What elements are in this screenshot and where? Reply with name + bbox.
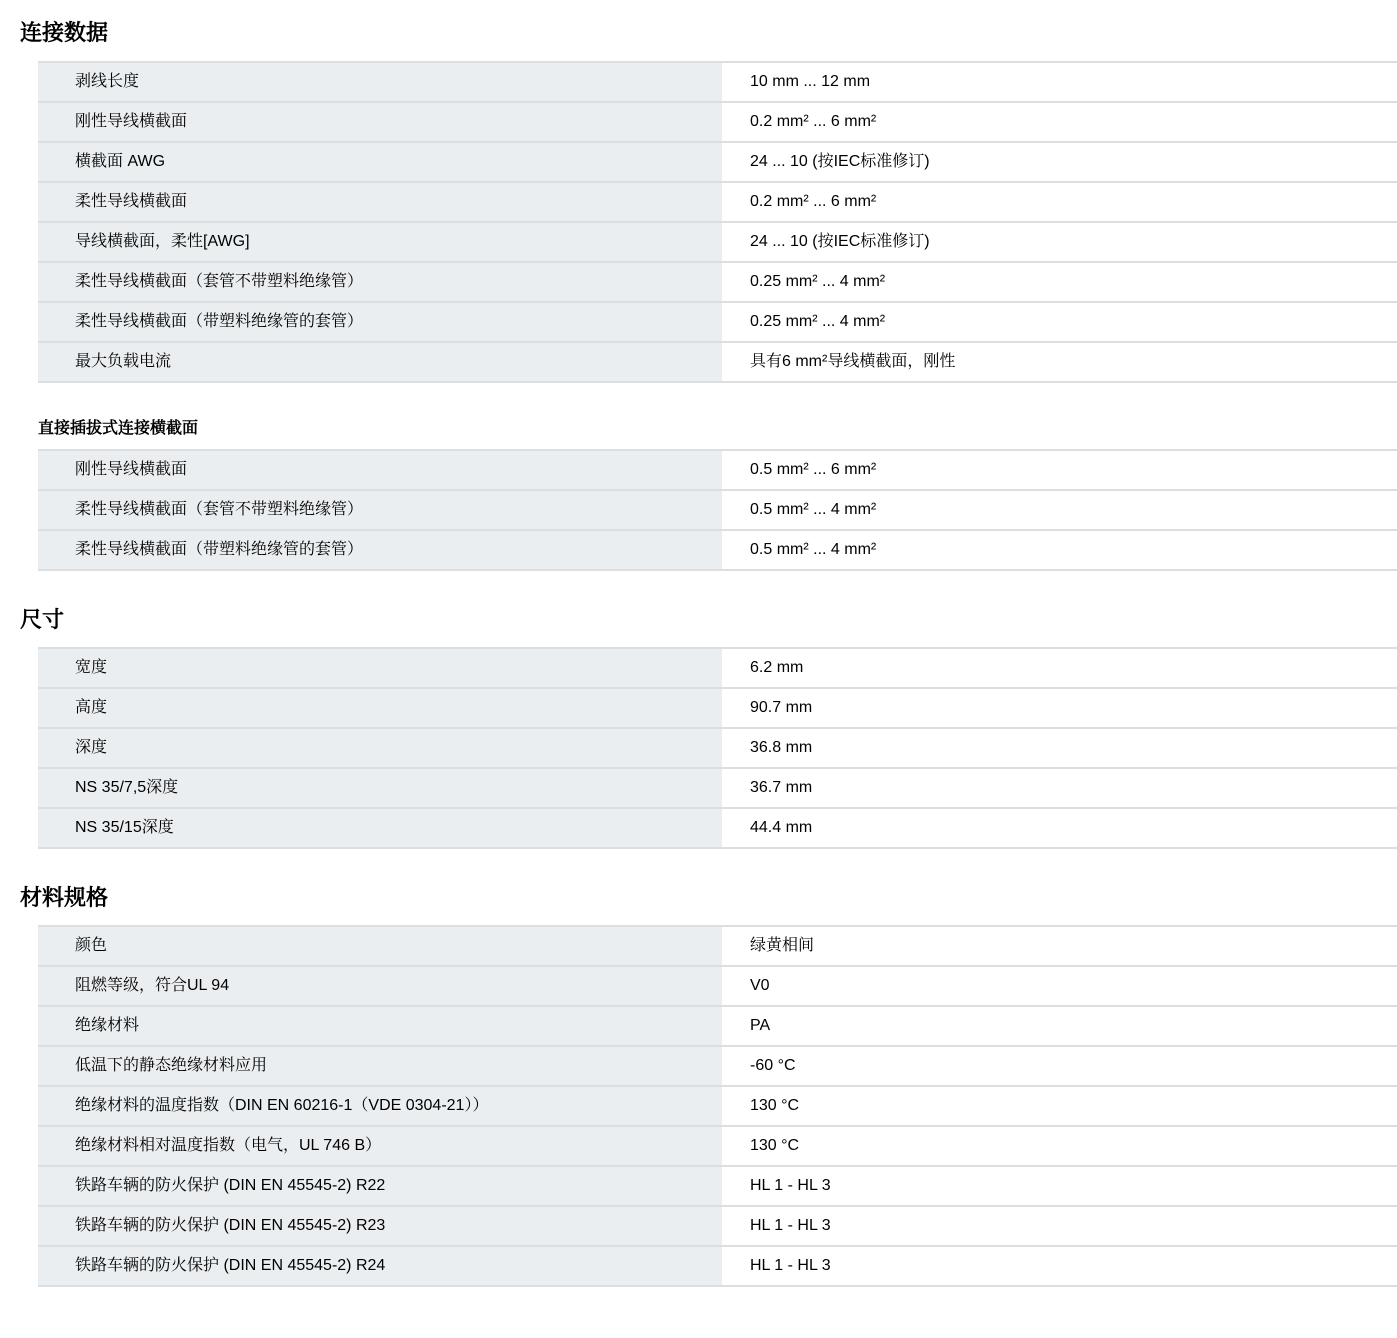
spec-label: 柔性导线横截面（套管不带塑料绝缘管） [38, 491, 722, 529]
spec-label: 横截面 AWG [38, 143, 722, 181]
table-row [38, 689, 1397, 729]
spec-value: PA [722, 1007, 1397, 1045]
spec-value: 绿黄相间 [722, 927, 1397, 965]
table-row [38, 967, 1397, 1007]
table-row [38, 143, 1397, 183]
spec-label: 柔性导线横截面 [38, 183, 722, 221]
spec-label: 宽度 [38, 649, 722, 687]
spec-label: 深度 [38, 729, 722, 767]
spec-label: 柔性导线横截面（带塑料绝缘管的套管） [38, 303, 722, 341]
table-row [38, 649, 1397, 689]
table-row [38, 531, 1397, 571]
table-row [38, 343, 1397, 383]
spec-table [38, 647, 1397, 849]
spec-value: V0 [722, 967, 1397, 1005]
spec-label: NS 35/7,5深度 [38, 769, 722, 807]
spec-value: 0.5 mm² ... 6 mm² [722, 451, 1397, 489]
spec-value: 10 mm ... 12 mm [722, 63, 1397, 101]
table-row [38, 1047, 1397, 1087]
spec-label: 导线横截面，柔性[AWG] [38, 223, 722, 261]
spec-label: 高度 [38, 689, 722, 727]
spec-label: 柔性导线横截面（套管不带塑料绝缘管） [38, 263, 722, 301]
spec-value: 0.2 mm² ... 6 mm² [722, 103, 1397, 141]
spec-value: 0.5 mm² ... 4 mm² [722, 531, 1397, 569]
section-title: 材料规格 [20, 885, 109, 910]
spec-value: 具有6 mm²导线横截面，刚性 [722, 343, 1397, 381]
spec-value: 90.7 mm [722, 689, 1397, 727]
section-title: 连接数据 [20, 20, 109, 45]
spec-value: -60 °C [722, 1047, 1397, 1085]
spec-value: 36.7 mm [722, 769, 1397, 807]
spec-value: HL 1 - HL 3 [722, 1247, 1397, 1285]
spec-value: 24 ... 10 (按IEC标准修订) [722, 223, 1397, 261]
spec-label: 铁路车辆的防火保护 (DIN EN 45545-2) R23 [38, 1207, 722, 1245]
table-row [38, 1167, 1397, 1207]
spec-value: 130 °C [722, 1127, 1397, 1165]
spec-label: 颜色 [38, 927, 722, 965]
table-row [38, 451, 1397, 491]
table-row [38, 729, 1397, 769]
spec-label: 剥线长度 [38, 63, 722, 101]
table-row [38, 1007, 1397, 1047]
table-row [38, 1207, 1397, 1247]
spec-value: HL 1 - HL 3 [722, 1207, 1397, 1245]
table-row [38, 63, 1397, 103]
section-title: 尺寸 [20, 607, 65, 632]
spec-label: 铁路车辆的防火保护 (DIN EN 45545-2) R22 [38, 1167, 722, 1205]
spec-value: 0.25 mm² ... 4 mm² [722, 303, 1397, 341]
table-row [38, 1087, 1397, 1127]
table-row [38, 183, 1397, 223]
spec-table [38, 449, 1397, 571]
spec-label: 刚性导线横截面 [38, 103, 722, 141]
table-row [38, 103, 1397, 143]
spec-value: 0.2 mm² ... 6 mm² [722, 183, 1397, 221]
spec-label: 柔性导线横截面（带塑料绝缘管的套管） [38, 531, 722, 569]
spec-value: 44.4 mm [722, 809, 1397, 847]
spec-value: 6.2 mm [722, 649, 1397, 687]
spec-label: 铁路车辆的防火保护 (DIN EN 45545-2) R24 [38, 1247, 722, 1285]
table-row [38, 927, 1397, 967]
spec-value: 36.8 mm [722, 729, 1397, 767]
spec-table [38, 925, 1397, 1287]
spec-value: 0.25 mm² ... 4 mm² [722, 263, 1397, 301]
table-row [38, 809, 1397, 849]
subsection-title: 直接插拔式连接横截面 [38, 420, 199, 437]
spec-table [38, 61, 1397, 383]
spec-value: HL 1 - HL 3 [722, 1167, 1397, 1205]
table-row [38, 223, 1397, 263]
spec-label: 最大负载电流 [38, 343, 722, 381]
spec-value: 0.5 mm² ... 4 mm² [722, 491, 1397, 529]
spec-label: 低温下的静态绝缘材料应用 [38, 1047, 722, 1085]
table-row [38, 263, 1397, 303]
spec-label: NS 35/15深度 [38, 809, 722, 847]
spec-label: 刚性导线横截面 [38, 451, 722, 489]
spec-sheet [0, 21, 1397, 1338]
spec-label: 绝缘材料的温度指数（DIN EN 60216-1（VDE 0304-21）） [38, 1087, 722, 1125]
spec-label: 绝缘材料相对温度指数（电气，UL 746 B） [38, 1127, 722, 1165]
table-row [38, 491, 1397, 531]
table-row [38, 769, 1397, 809]
spec-value: 130 °C [722, 1087, 1397, 1125]
table-row [38, 1247, 1397, 1287]
table-row [38, 303, 1397, 343]
table-row [38, 1127, 1397, 1167]
spec-label: 绝缘材料 [38, 1007, 722, 1045]
spec-label: 阻燃等级，符合UL 94 [38, 967, 722, 1005]
spec-value: 24 ... 10 (按IEC标准修订) [722, 143, 1397, 181]
